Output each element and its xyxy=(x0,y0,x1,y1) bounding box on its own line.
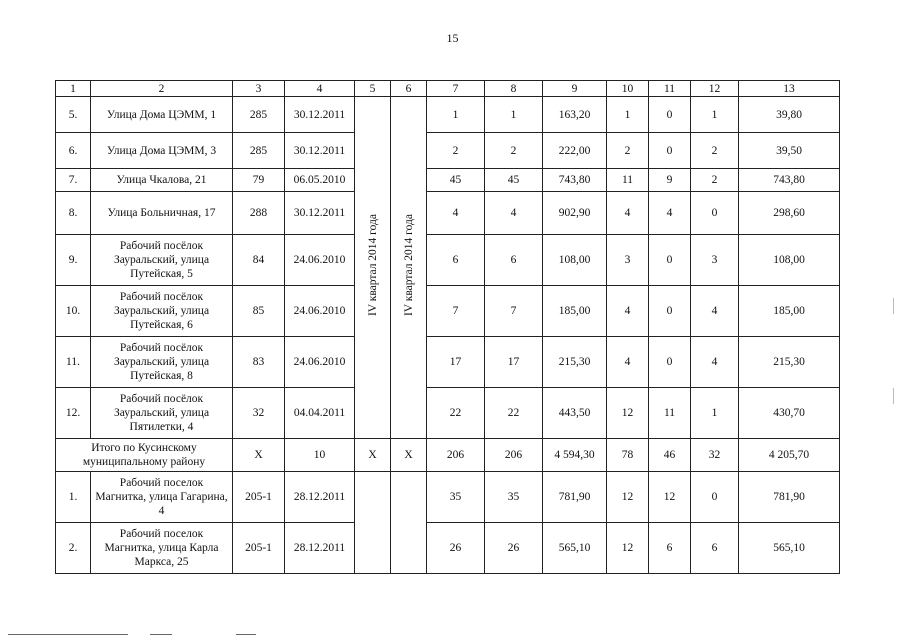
cell-c13: 39,80 xyxy=(739,97,840,133)
cell-c3: 85 xyxy=(233,286,285,337)
cell-c7: 26 xyxy=(427,523,485,574)
table-row xyxy=(56,192,840,235)
cell-c9: 185,00 xyxy=(543,286,607,337)
cell-c7: 206 xyxy=(427,439,485,472)
address-cell: Улица Больничная, 17 xyxy=(91,192,233,235)
header-cell: 13 xyxy=(739,81,840,97)
cell-c3: 205-1 xyxy=(233,523,285,574)
cell-c11: 0 xyxy=(649,133,691,169)
date-cell: 04.04.2011 xyxy=(285,388,355,439)
cell-c11: 11 xyxy=(649,388,691,439)
cell-c11: 0 xyxy=(649,286,691,337)
address-cell: Улица Дома ЦЭММ, 1 xyxy=(91,97,233,133)
cell-c10: 12 xyxy=(607,472,649,523)
cell-c12: 1 xyxy=(691,388,739,439)
date-cell: 30.12.2011 xyxy=(285,97,355,133)
date-cell: 24.06.2010 xyxy=(285,286,355,337)
cell-c3: 205-1 xyxy=(233,472,285,523)
row-number: 1. xyxy=(56,472,91,523)
cell-c3: 83 xyxy=(233,337,285,388)
cell-c12: 4 xyxy=(691,286,739,337)
cell-c12: 0 xyxy=(691,472,739,523)
header-cell: 1 xyxy=(56,81,91,97)
table-row xyxy=(56,523,840,574)
cell-c12: 3 xyxy=(691,235,739,286)
cell-c8: 1 xyxy=(485,97,543,133)
table-row xyxy=(56,286,840,337)
header-cell: 3 xyxy=(233,81,285,97)
scan-edge-mark xyxy=(893,388,894,404)
row-number: 10. xyxy=(56,286,91,337)
date-cell: 30.12.2011 xyxy=(285,192,355,235)
scan-edge-mark xyxy=(893,298,894,314)
header-cell: 9 xyxy=(543,81,607,97)
quarter-col5-empty xyxy=(355,472,391,574)
cell-c5: X xyxy=(355,439,391,472)
cell-c12: 6 xyxy=(691,523,739,574)
quarter-col6 xyxy=(391,97,427,439)
header-cell: 11 xyxy=(649,81,691,97)
cell-c13: 39,50 xyxy=(739,133,840,169)
header-cell: 2 xyxy=(91,81,233,97)
table-row xyxy=(56,169,840,192)
date-cell: 24.06.2010 xyxy=(285,337,355,388)
cell-c8: 22 xyxy=(485,388,543,439)
quarter-label: IV квартал 2014 года xyxy=(366,214,379,317)
date-cell: 30.12.2011 xyxy=(285,133,355,169)
date-cell: 28.12.2011 xyxy=(285,472,355,523)
cell-c11: 0 xyxy=(649,235,691,286)
cell-c7: 7 xyxy=(427,286,485,337)
cell-c11: 9 xyxy=(649,169,691,192)
cell-c10: 1 xyxy=(607,97,649,133)
cell-c9: 443,50 xyxy=(543,388,607,439)
row-number: 9. xyxy=(56,235,91,286)
cell-c13: 781,90 xyxy=(739,472,840,523)
quarter-col6-empty xyxy=(391,472,427,574)
date-cell: 06.05.2010 xyxy=(285,169,355,192)
cell-c9: 4 594,30 xyxy=(543,439,607,472)
cell-c11: 0 xyxy=(649,337,691,388)
cell-c13: 185,00 xyxy=(739,286,840,337)
cell-c9: 743,80 xyxy=(543,169,607,192)
page-number: 15 xyxy=(446,31,459,45)
cell-c13: 215,30 xyxy=(739,337,840,388)
header-cell: 8 xyxy=(485,81,543,97)
cell-c8: 45 xyxy=(485,169,543,192)
header-cell: 4 xyxy=(285,81,355,97)
cell-c13: 430,70 xyxy=(739,388,840,439)
cell-c4: 10 xyxy=(285,439,355,472)
cell-c10: 12 xyxy=(607,523,649,574)
row-number: 8. xyxy=(56,192,91,235)
cell-c3: X xyxy=(233,439,285,472)
cell-c3: 84 xyxy=(233,235,285,286)
cell-c9: 902,90 xyxy=(543,192,607,235)
header-cell: 7 xyxy=(427,81,485,97)
address-cell: Рабочий посёлок Зауральский, улица Путейская, 5 xyxy=(91,235,233,286)
cell-c8: 6 xyxy=(485,235,543,286)
cell-c9: 222,00 xyxy=(543,133,607,169)
cell-c12: 32 xyxy=(691,439,739,472)
header-cell: 10 xyxy=(607,81,649,97)
cell-c3: 32 xyxy=(233,388,285,439)
cell-c9: 108,00 xyxy=(543,235,607,286)
row-number: 11. xyxy=(56,337,91,388)
cell-c7: 35 xyxy=(427,472,485,523)
cell-c9: 565,10 xyxy=(543,523,607,574)
address-cell: Рабочий посёлок Зауральский, улица Пятилетки, 4 xyxy=(91,388,233,439)
cell-c8: 206 xyxy=(485,439,543,472)
cell-c11: 0 xyxy=(649,97,691,133)
row-number: 6. xyxy=(56,133,91,169)
cell-c10: 2 xyxy=(607,133,649,169)
cell-c10: 4 xyxy=(607,286,649,337)
cell-c7: 17 xyxy=(427,337,485,388)
cell-c10: 4 xyxy=(607,192,649,235)
cell-c10: 3 xyxy=(607,235,649,286)
cell-c8: 2 xyxy=(485,133,543,169)
header-cell: 5 xyxy=(355,81,391,97)
cell-c11: 6 xyxy=(649,523,691,574)
cell-c9: 163,20 xyxy=(543,97,607,133)
table-row xyxy=(56,235,840,286)
cell-c11: 12 xyxy=(649,472,691,523)
cell-c7: 1 xyxy=(427,97,485,133)
row-number: 2. xyxy=(56,523,91,574)
header-cell: 6 xyxy=(391,81,427,97)
cell-c11: 4 xyxy=(649,192,691,235)
row-number: 7. xyxy=(56,169,91,192)
cell-c12: 1 xyxy=(691,97,739,133)
row-number: 12. xyxy=(56,388,91,439)
address-cell: Рабочий поселок Магнитка, улица Гагарина, 4 xyxy=(91,472,233,523)
cell-c13: 4 205,70 xyxy=(739,439,840,472)
cell-c13: 565,10 xyxy=(739,523,840,574)
table-row xyxy=(56,337,840,388)
cell-c3: 285 xyxy=(233,133,285,169)
scan-bottom-line xyxy=(150,634,172,635)
cell-c12: 4 xyxy=(691,337,739,388)
header-cell: 12 xyxy=(691,81,739,97)
cell-c9: 215,30 xyxy=(543,337,607,388)
cell-c10: 12 xyxy=(607,388,649,439)
cell-c13: 743,80 xyxy=(739,169,840,192)
cell-c3: 288 xyxy=(233,192,285,235)
quarter-col5 xyxy=(355,97,391,439)
cell-c7: 45 xyxy=(427,169,485,192)
cell-c13: 298,60 xyxy=(739,192,840,235)
cell-c12: 2 xyxy=(691,133,739,169)
total-label: Итого по Кусинскому муниципальному району xyxy=(56,439,233,472)
table-row xyxy=(56,133,840,169)
cell-c10: 11 xyxy=(607,169,649,192)
cell-c8: 26 xyxy=(485,523,543,574)
cell-c8: 4 xyxy=(485,192,543,235)
cell-c3: 79 xyxy=(233,169,285,192)
date-cell: 24.06.2010 xyxy=(285,235,355,286)
cell-c3: 285 xyxy=(233,97,285,133)
address-cell: Улица Дома ЦЭММ, 3 xyxy=(91,133,233,169)
cell-c7: 2 xyxy=(427,133,485,169)
row-number: 5. xyxy=(56,97,91,133)
address-cell: Рабочий посёлок Зауральский, улица Путейская, 6 xyxy=(91,286,233,337)
cell-c12: 2 xyxy=(691,169,739,192)
date-cell: 28.12.2011 xyxy=(285,523,355,574)
cell-c7: 22 xyxy=(427,388,485,439)
total-row xyxy=(56,439,840,472)
scan-bottom-line xyxy=(8,634,128,635)
table-row xyxy=(56,388,840,439)
address-cell: Рабочий посёлок Зауральский, улица Путейская, 8 xyxy=(91,337,233,388)
table-row xyxy=(56,97,840,133)
table-row xyxy=(56,472,840,523)
cell-c10: 78 xyxy=(607,439,649,472)
column-number-header-row xyxy=(56,81,840,97)
scan-bottom-line xyxy=(236,634,256,635)
cell-c8: 35 xyxy=(485,472,543,523)
cell-c9: 781,90 xyxy=(543,472,607,523)
cell-c7: 6 xyxy=(427,235,485,286)
cell-c13: 108,00 xyxy=(739,235,840,286)
cell-c11: 46 xyxy=(649,439,691,472)
cell-c8: 17 xyxy=(485,337,543,388)
address-cell: Улица Чкалова, 21 xyxy=(91,169,233,192)
cell-c8: 7 xyxy=(485,286,543,337)
quarter-label: IV квартал 2014 года xyxy=(402,214,415,317)
housing-program-table xyxy=(55,80,840,574)
cell-c6: X xyxy=(391,439,427,472)
cell-c12: 0 xyxy=(691,192,739,235)
address-cell: Рабочий поселок Магнитка, улица Карла Маркса, 25 xyxy=(91,523,233,574)
cell-c10: 4 xyxy=(607,337,649,388)
cell-c7: 4 xyxy=(427,192,485,235)
